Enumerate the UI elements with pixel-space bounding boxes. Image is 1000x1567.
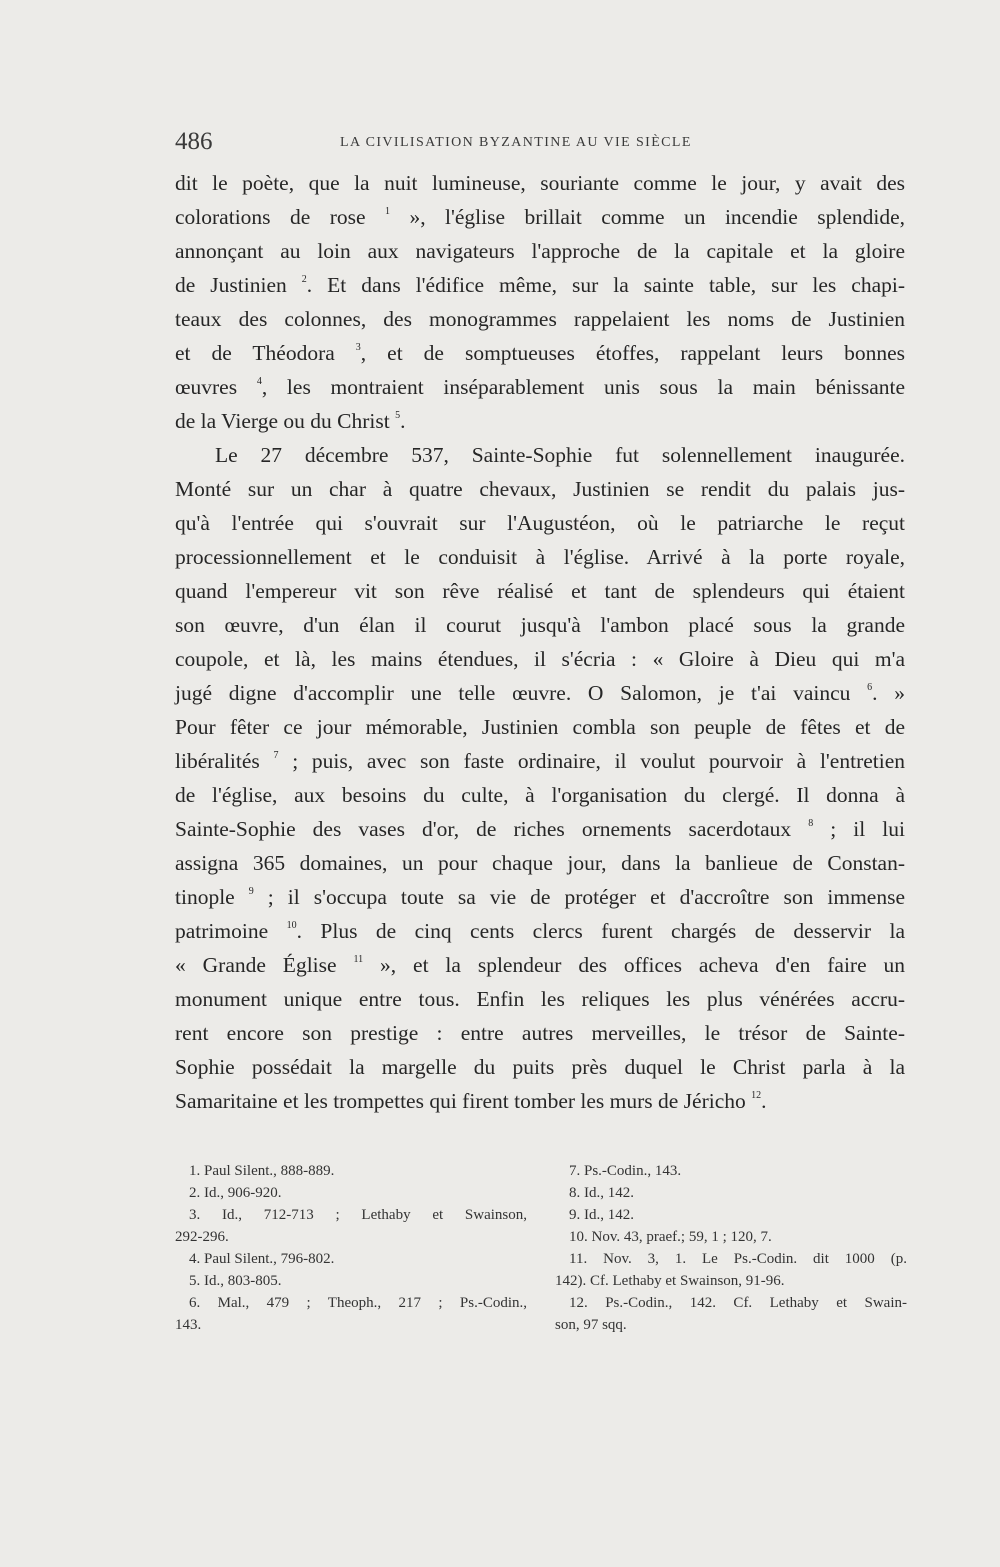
text-line — [175, 948, 905, 982]
text-line — [175, 1084, 905, 1118]
text-line: Sophie possédait la margelle du puits près duquel le Christ parla à la — [175, 1055, 905, 1079]
text-line: monument unique entre tous. Enfin les reliques les plus vénérées accru- — [175, 987, 905, 1011]
text-run: libéralités — [175, 749, 260, 773]
footnote: 4. Paul Silent., 796-802. — [189, 1251, 335, 1267]
footnote-ref: 10 — [286, 920, 297, 931]
text-line: dit le poète, que la nuit lumineuse, souriante comme le jour, y avait des — [175, 171, 905, 195]
text-run: ; puis, avec son faste ordinaire, il voulut pourvoir à l'entretien — [278, 749, 906, 773]
footnote-ref: 12 — [751, 1090, 762, 1101]
text-line — [175, 336, 905, 370]
text-line: assigna 365 domaines, un pour chaque jour, dans la banlieue de Constan- — [175, 851, 905, 875]
text-run: », l'église brillait comme un incendie splendide, — [390, 205, 905, 229]
footnote: 1. Paul Silent., 888-889. — [189, 1163, 335, 1179]
footnote-ref: 4 — [256, 376, 262, 387]
footnote-ref: 1 — [385, 206, 391, 217]
text-line — [175, 676, 905, 710]
text-run: colorations de rose — [175, 205, 366, 229]
footnote-continuation: son, 97 sqq. — [555, 1317, 627, 1333]
page-header — [175, 128, 905, 160]
footnotes-right — [555, 1160, 907, 1336]
text-line: coupole, et là, les mains étendues, il s'écria : « Gloire à Dieu qui m'a — [175, 647, 905, 671]
footnote: 7. Ps.-Codin., 143. — [569, 1163, 682, 1179]
text-run: , et de somptueuses étoffes, rappelant leurs bonnes — [360, 341, 905, 365]
text-run: ; il s'occupa toute sa vie de protéger et d'accroître son immense — [253, 885, 905, 909]
text-line — [175, 370, 905, 404]
text-line — [175, 812, 905, 846]
footnote-ref: 2 — [301, 274, 307, 285]
text-run: ; il lui — [813, 817, 906, 841]
text-line: Le 27 décembre 537, Sainte-Sophie fut solennellement inaugurée. — [215, 443, 905, 467]
text-run: Sainte-Sophie des vases d'or, de riches ornements sacerdotaux — [175, 817, 792, 841]
text-run: . — [400, 409, 406, 433]
text-line — [175, 744, 905, 778]
text-run: Samaritaine et les trompettes qui firent tomber les murs de Jéricho — [175, 1089, 746, 1113]
text-line — [175, 404, 905, 438]
text-line — [175, 914, 905, 948]
text-line: teaux des colonnes, des monogrammes rappelaient les noms de Justinien — [175, 307, 905, 331]
footnote-ref: 11 — [353, 954, 364, 965]
footnote-ref: 7 — [273, 750, 279, 761]
text-line — [175, 200, 905, 234]
running-head: LA CIVILISATION BYZANTINE AU VIE SIÈCLE — [340, 135, 692, 150]
text-line — [175, 880, 905, 914]
text-run: . Plus de cinq cents clercs furent chargés de desservir la — [296, 919, 905, 943]
text-line: qu'à l'entrée qui s'ouvrait sur l'Augustéon, où le patriarche le reçut — [175, 511, 905, 535]
footnote-ref: 3 — [355, 342, 361, 353]
text-run: . » — [872, 681, 905, 705]
footnote-continuation: 292-296. — [175, 1229, 229, 1245]
footnote-ref: 8 — [808, 818, 814, 829]
text-line: Pour fêter ce jour mémorable, Justinien combla son peuple de fêtes et de — [175, 715, 905, 739]
text-run: de Justinien — [175, 273, 287, 297]
text-run: , les montraient inséparablement unis sous la main bénissante — [261, 375, 905, 399]
text-run: . Et dans l'édifice même, sur la sainte table, sur les chapi- — [306, 273, 906, 297]
text-run: patrimoine — [175, 919, 269, 943]
text-line: rent encore son prestige : entre autres merveilles, le trésor de Sainte- — [175, 1021, 905, 1045]
footnotes-left — [175, 1160, 527, 1336]
text-run: . — [761, 1089, 767, 1113]
footnote: 3. Id., 712-713 ; Lethaby et Swainson, — [189, 1207, 527, 1223]
text-line: processionnellement et le conduisit à l'église. Arrivé à la porte royale, — [175, 545, 905, 569]
footnote-continuation: 142). Cf. Lethaby et Swainson, 91-96. — [555, 1273, 785, 1289]
text-run: œuvres — [175, 375, 238, 399]
text-line — [175, 268, 905, 302]
text-run: et de Théodora — [175, 341, 335, 365]
text-line: son œuvre, d'un élan il courut jusqu'à l'ambon placé sous la grande — [175, 613, 905, 637]
footnote-continuation: 143. — [175, 1317, 202, 1333]
text-line: annonçant au loin aux navigateurs l'approche de la capitale et la gloire — [175, 239, 905, 263]
body-text — [175, 166, 905, 1118]
text-run: « Grande Église — [175, 953, 337, 977]
footnote: 9. Id., 142. — [569, 1207, 634, 1223]
footnote: 8. Id., 142. — [569, 1185, 634, 1201]
text-run: de la Vierge ou du Christ — [175, 409, 390, 433]
page-number: 486 — [175, 128, 213, 155]
footnote: 6. Mal., 479 ; Theoph., 217 ; Ps.-Codin., — [189, 1295, 527, 1311]
footnote-ref: 6 — [867, 682, 873, 693]
footnote: 5. Id., 803-805. — [189, 1273, 282, 1289]
footnote: 11. Nov. 3, 1. Le Ps.-Codin. dit 1000 (p. — [569, 1251, 907, 1267]
footnote: 2. Id., 906-920. — [189, 1185, 282, 1201]
text-line: Monté sur un char à quatre chevaux, Justinien se rendit du palais jus- — [175, 477, 905, 501]
footnote: 10. Nov. 43, praef.; 59, 1 ; 120, 7. — [569, 1229, 772, 1245]
text-run: tinople — [175, 885, 235, 909]
footnote-ref: 5 — [395, 410, 401, 421]
text-line: quand l'empereur vit son rêve réalisé et tant de splendeurs qui étaient — [175, 579, 905, 603]
footnote-ref: 9 — [248, 886, 254, 897]
footnote: 12. Ps.-Codin., 142. Cf. Lethaby et Swain- — [569, 1295, 907, 1311]
text-run: jugé digne d'accomplir une telle œuvre. O Salomon, je t'ai vaincu — [175, 681, 851, 705]
text-run: », et la splendeur des offices acheva d'en faire un — [363, 953, 906, 977]
text-line: de l'église, aux besoins du culte, à l'organisation du clergé. Il donna à — [175, 783, 905, 807]
